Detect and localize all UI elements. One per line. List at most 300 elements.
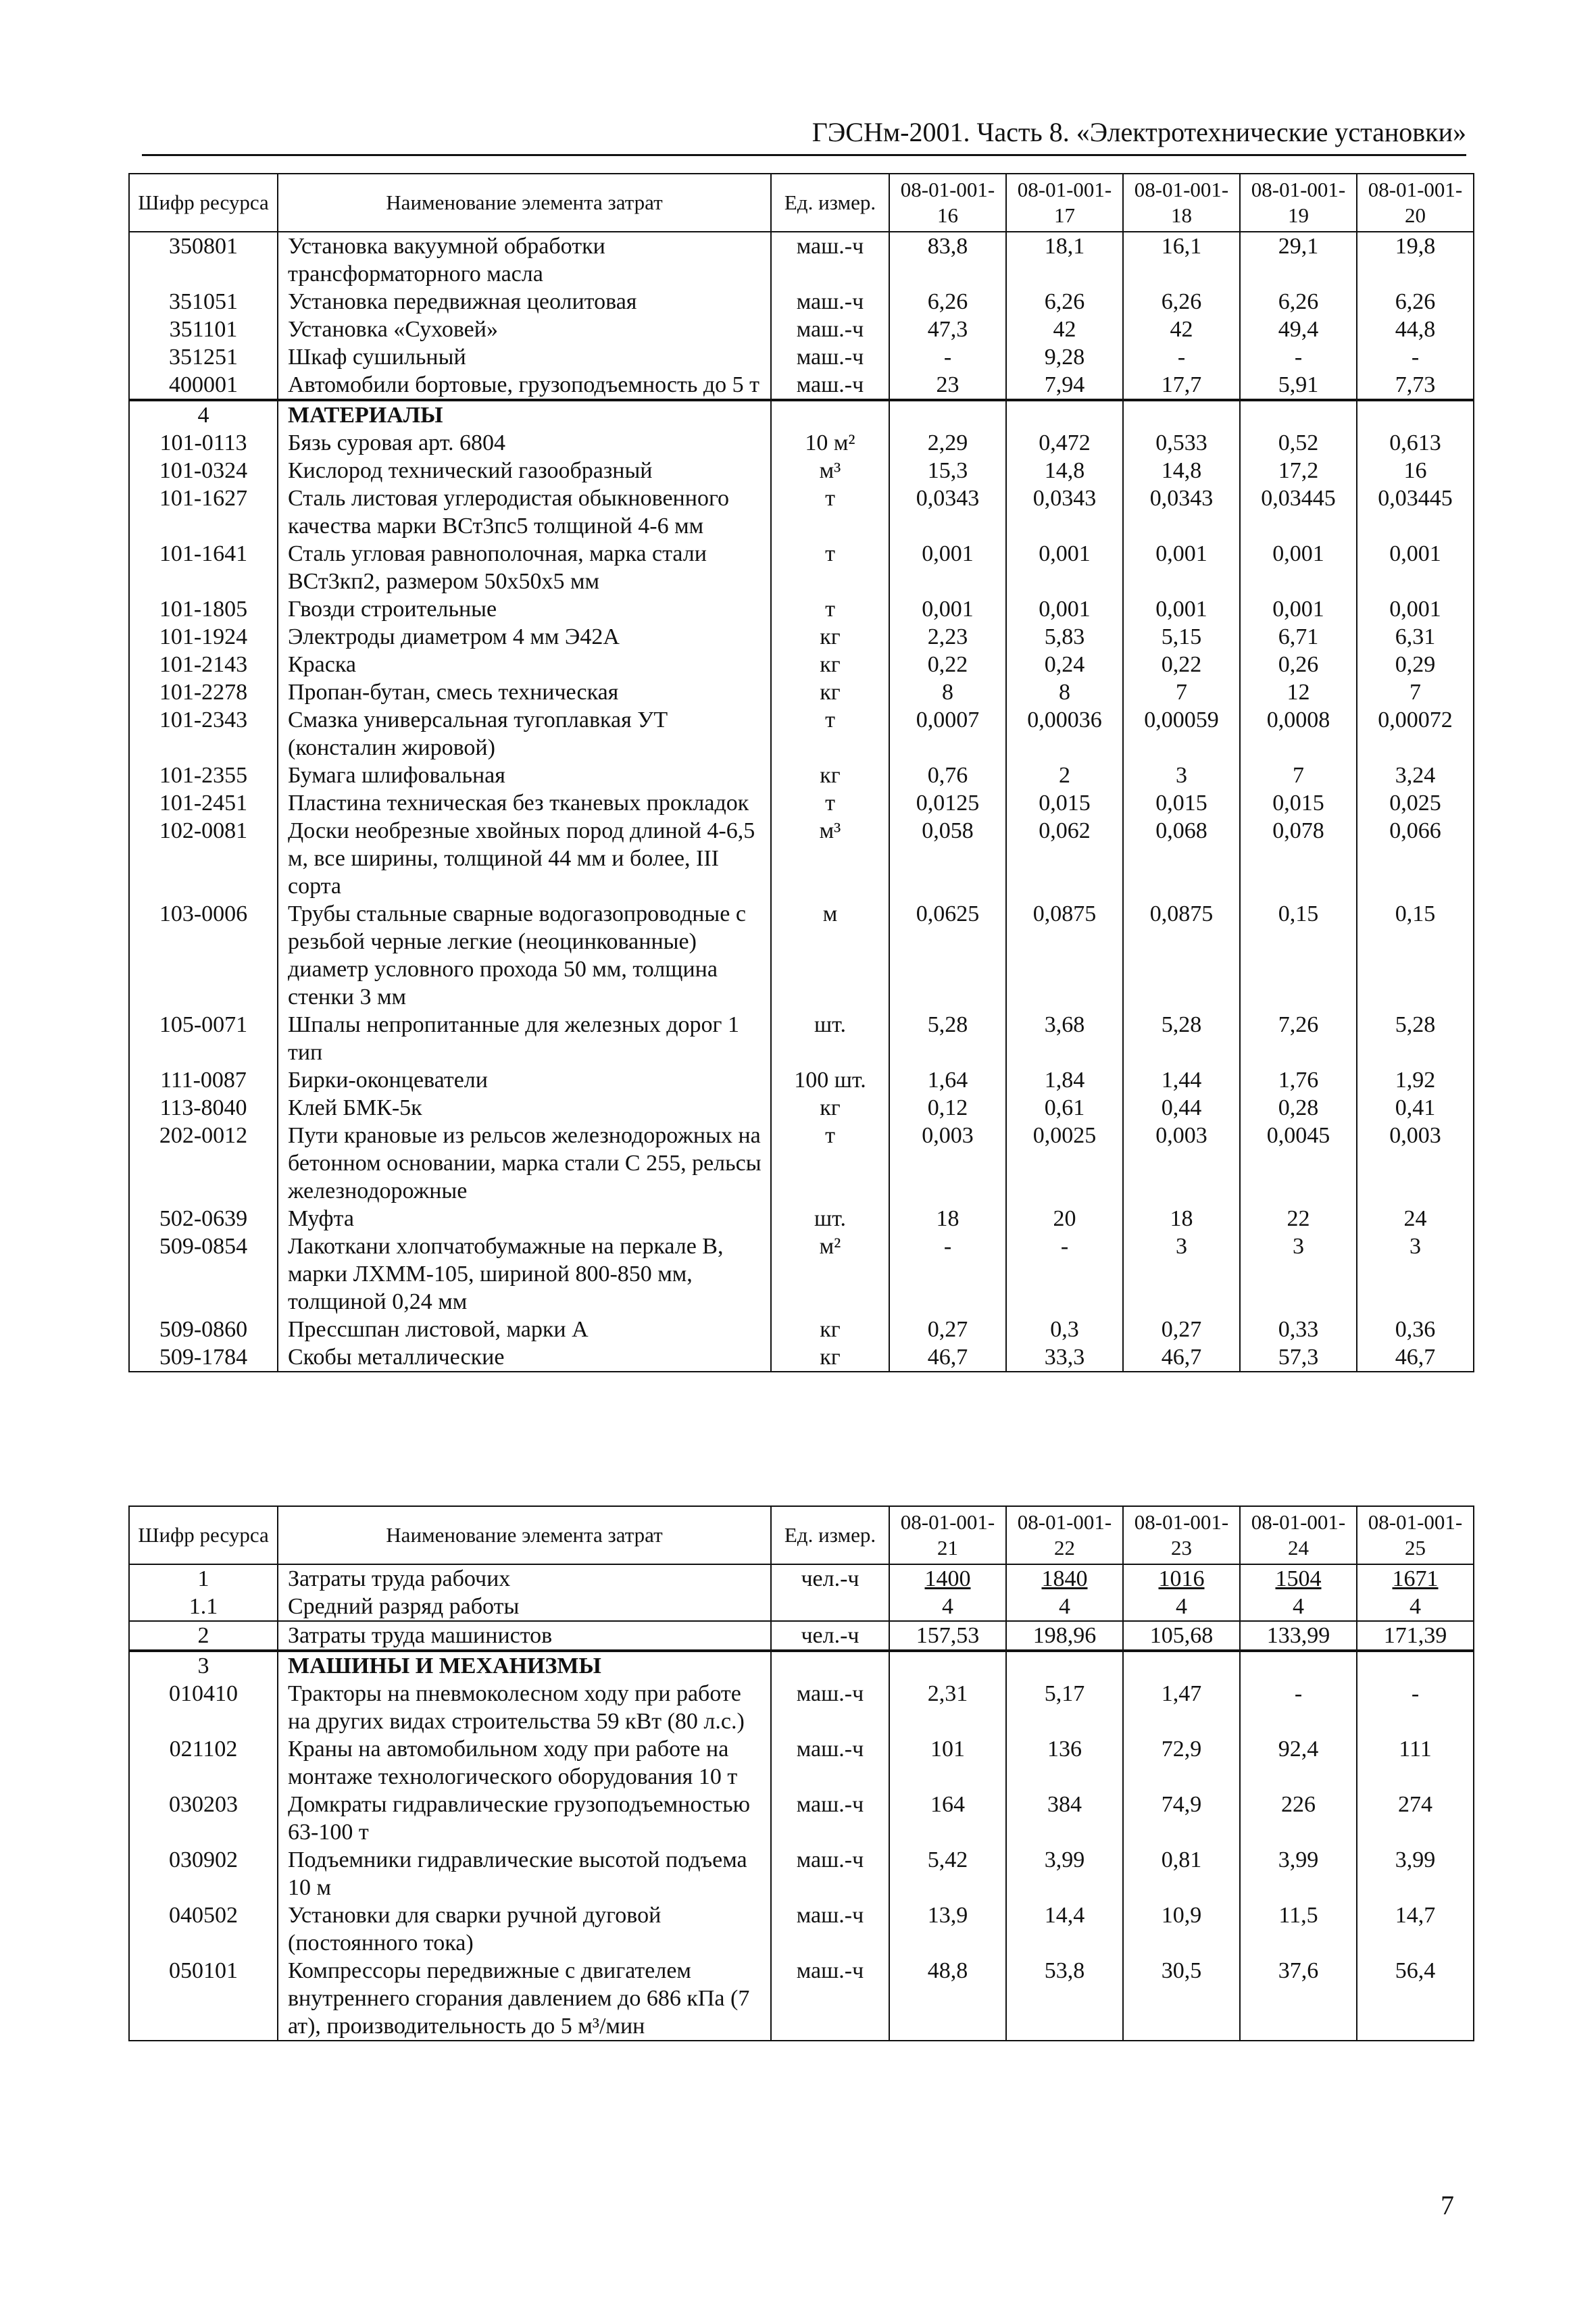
unit-cell: маш.-ч [771,371,889,400]
table-row [129,1066,1474,1094]
resource-name-cell: Компрессоры передвижные с двигателем внутреннего сгорания давлением до 686 кПа (7 ат), производительность до 5 м³/мин [278,1957,771,2041]
unit-cell: маш.-ч [771,316,889,343]
value-cell: 92,4 [1240,1735,1357,1791]
value-cell: 0,22 [1123,651,1240,678]
value-cell: - [889,343,1006,371]
header-code: Шифр ресурса [129,1506,278,1564]
header-name: Наименование элемента затрат [278,174,771,232]
value-cell: 49,4 [1240,316,1357,343]
resource-name-cell: Прессшпан листовой, марки А [278,1316,771,1343]
resource-code-cell: 1.1 [129,1593,278,1621]
table-row [129,817,1474,900]
resource-code-cell: 4 [129,400,278,429]
table-row [129,1621,1474,1651]
unit-cell: кг [771,623,889,651]
value-cell: 0,27 [889,1316,1006,1343]
unit-cell [771,1593,889,1621]
value-cell: 1,76 [1240,1066,1357,1094]
resource-code-cell: 102-0081 [129,817,278,900]
unit-cell: шт. [771,1011,889,1066]
header-col-2: 08-01-001-17 [1006,174,1123,232]
resource-name-cell: Средний разряд работы [278,1593,771,1621]
value-cell: 24 [1357,1205,1474,1233]
value-cell: 5,83 [1006,623,1123,651]
unit-cell: м³ [771,457,889,484]
value-cell: 0,0007 [889,706,1006,762]
value-cell: 5,28 [1357,1011,1474,1066]
unit-cell: маш.-ч [771,232,889,288]
table-row [129,316,1474,343]
resource-name-cell: Гвозди строительные [278,595,771,623]
resource-code-cell: 010410 [129,1680,278,1735]
value-cell [1357,400,1474,429]
value-cell: 1840 [1006,1564,1123,1593]
value-cell: 4 [1006,1593,1123,1621]
header-col-3: 08-01-001-18 [1123,174,1240,232]
value-cell: 0,81 [1123,1846,1240,1901]
value-cell: 3,99 [1006,1846,1123,1901]
table-row [129,762,1474,789]
table-row [129,1680,1474,1735]
page-number: 7 [1441,2190,1454,2220]
value-cell: 3,68 [1006,1011,1123,1066]
value-cell: 5,28 [1123,1011,1240,1066]
table-row [129,1901,1474,1957]
table-row [129,1957,1474,2041]
resource-code-cell: 113-8040 [129,1094,278,1122]
value-cell: 0,44 [1123,1094,1240,1122]
resource-code-cell: 502-0639 [129,1205,278,1233]
resource-code-cell: 103-0006 [129,900,278,1011]
value-cell: 12 [1240,678,1357,706]
value-cell: 7 [1357,678,1474,706]
value-cell: 0,003 [1123,1122,1240,1205]
value-cell [1240,400,1357,429]
value-cell: 0,001 [889,595,1006,623]
resource-name-cell: Краска [278,651,771,678]
resource-name-cell: Скобы металлические [278,1343,771,1372]
table-row [129,900,1474,1011]
value-cell: 46,7 [1357,1343,1474,1372]
value-cell: 0,0008 [1240,706,1357,762]
value-cell: 20 [1006,1205,1123,1233]
table-row [129,1343,1474,1372]
unit-cell: маш.-ч [771,1791,889,1846]
value-cell: 164 [889,1791,1006,1846]
unit-cell: чел.-ч [771,1621,889,1651]
resource-name-cell: Сталь листовая углеродистая обыкновенного качества марки ВСт3пс5 толщиной 4-6 мм [278,484,771,540]
value-cell [1006,400,1123,429]
unit-cell: м³ [771,817,889,900]
resource-code-cell: 509-1784 [129,1343,278,1372]
resource-name-cell: Затраты труда рабочих [278,1564,771,1593]
table-row [129,288,1474,316]
value-cell: 1,47 [1123,1680,1240,1735]
value-cell: 6,26 [1123,288,1240,316]
value-cell: 0,001 [1240,595,1357,623]
value-cell: - [1357,1680,1474,1735]
resource-code-cell: 351051 [129,288,278,316]
value-cell: 198,96 [1006,1621,1123,1651]
value-cell: 83,8 [889,232,1006,288]
value-cell [889,1651,1006,1680]
value-cell: 3 [1357,1233,1474,1316]
table-header-row [129,174,1474,232]
value-cell: 0,36 [1357,1316,1474,1343]
value-cell: 2,29 [889,429,1006,457]
value-cell: 0,001 [1357,540,1474,595]
resource-code-cell: 101-1924 [129,623,278,651]
value-cell: 7,26 [1240,1011,1357,1066]
unit-cell: 100 шт. [771,1066,889,1094]
unit-cell: маш.-ч [771,288,889,316]
value-cell: 0,12 [889,1094,1006,1122]
unit-cell: кг [771,762,889,789]
resource-name-cell: Доски необрезные хвойных пород длиной 4-6,5 м, все ширины, толщиной 44 мм и более, III сорта [278,817,771,900]
resource-code-cell: 111-0087 [129,1066,278,1094]
value-cell [889,400,1006,429]
header-code: Шифр ресурса [129,174,278,232]
resource-name-cell: Пропан-бутан, смесь техническая [278,678,771,706]
table-row [129,1791,1474,1846]
value-cell: 0,0125 [889,789,1006,817]
resource-code-cell: 400001 [129,371,278,400]
value-cell: 0,41 [1357,1094,1474,1122]
value-cell: 0,00036 [1006,706,1123,762]
table-row [129,678,1474,706]
value-cell: 0,0875 [1123,900,1240,1011]
header-col-1: 08-01-001-16 [889,174,1006,232]
value-cell: 4 [1357,1593,1474,1621]
value-cell: 48,8 [889,1957,1006,2041]
resource-name-cell: Шкаф сушильный [278,343,771,371]
value-cell: 57,3 [1240,1343,1357,1372]
value-cell: 47,3 [889,316,1006,343]
value-cell: 9,28 [1006,343,1123,371]
value-cell: 0,068 [1123,817,1240,900]
unit-cell: т [771,706,889,762]
value-cell: 18 [889,1205,1006,1233]
value-cell: 0,015 [1240,789,1357,817]
value-cell: 0,003 [889,1122,1006,1205]
unit-cell: т [771,540,889,595]
resource-name-cell: Установка вакуумной обработки трансформаторного масла [278,232,771,288]
value-cell: 0,001 [1123,595,1240,623]
value-cell: 0,025 [1357,789,1474,817]
resource-code-cell: 050101 [129,1957,278,2041]
value-cell: 0,001 [1240,540,1357,595]
resource-name-cell: Тракторы на пневмоколесном ходу при работе на других видах строительства 59 кВт (80 л.с.) [278,1680,771,1735]
value-cell: 19,8 [1357,232,1474,288]
value-cell: 4 [889,1593,1006,1621]
value-cell: - [1006,1233,1123,1316]
table-row [129,706,1474,762]
value-cell: 17,2 [1240,457,1357,484]
value-cell: 7,94 [1006,371,1123,400]
value-cell: 0,472 [1006,429,1123,457]
value-cell: 17,7 [1123,371,1240,400]
value-cell: 384 [1006,1791,1123,1846]
table-row [129,457,1474,484]
header-col-3: 08-01-001-23 [1123,1506,1240,1564]
resource-name-cell: Лакоткани хлопчатобумажные на перкале В, марки ЛХММ-105, шириной 800-850 мм, толщиной 0,24 мм [278,1233,771,1316]
resource-name-cell: Подъемники гидравлические высотой подъема 10 м [278,1846,771,1901]
value-cell: 0,61 [1006,1094,1123,1122]
value-cell: 5,17 [1006,1680,1123,1735]
value-cell: 72,9 [1123,1735,1240,1791]
table-row [129,1094,1474,1122]
value-cell: 13,9 [889,1901,1006,1957]
value-cell: 5,28 [889,1011,1006,1066]
value-cell: 1504 [1240,1564,1357,1593]
value-cell: - [1357,343,1474,371]
value-cell: 0,015 [1006,789,1123,817]
resource-name-cell: Бязь суровая арт. 6804 [278,429,771,457]
value-cell: 44,8 [1357,316,1474,343]
resource-name-cell: Клей БМК-5к [278,1094,771,1122]
table-row [129,1122,1474,1205]
value-cell: 42 [1123,316,1240,343]
unit-cell: шт. [771,1205,889,1233]
value-cell: 33,3 [1006,1343,1123,1372]
table-row [129,343,1474,371]
value-cell: 6,26 [1006,288,1123,316]
unit-cell: т [771,595,889,623]
resource-name-cell: Установка «Суховей» [278,316,771,343]
table-header-row [129,1506,1474,1564]
resource-table-2 [128,1505,1474,2041]
resource-code-cell: 101-2278 [129,678,278,706]
value-cell: 2 [1006,762,1123,789]
value-cell: 29,1 [1240,232,1357,288]
value-cell: 0,28 [1240,1094,1357,1122]
value-cell: 0,29 [1357,651,1474,678]
value-cell: 16,1 [1123,232,1240,288]
resource-code-cell: 202-0012 [129,1122,278,1205]
value-cell: 37,6 [1240,1957,1357,2041]
value-cell: 0,001 [1006,595,1123,623]
header-col-5: 08-01-001-25 [1357,1506,1474,1564]
resource-code-cell: 101-0113 [129,429,278,457]
value-cell: 2,31 [889,1680,1006,1735]
value-cell: 105,68 [1123,1621,1240,1651]
resource-code-cell: 1 [129,1564,278,1593]
value-cell: 7,73 [1357,371,1474,400]
value-cell: 0,0045 [1240,1122,1357,1205]
value-cell: - [1123,343,1240,371]
resource-name-cell: Трубы стальные сварные водогазопроводные с резьбой черные легкие (неоцинкованные) диаметр условного прохода 50 мм, толщина стенки 3 мм [278,900,771,1011]
value-cell: 6,71 [1240,623,1357,651]
value-cell: 0,26 [1240,651,1357,678]
resource-name-cell: Автомобили бортовые, грузоподъемность до 5 т [278,371,771,400]
header-unit: Ед. измер. [771,174,889,232]
value-cell: 0,613 [1357,429,1474,457]
resource-name-cell: Пластина техническая без тканевых прокладок [278,789,771,817]
resource-name-cell: Смазка универсальная тугоплавкая УТ (консталин жировой) [278,706,771,762]
unit-cell: маш.-ч [771,1680,889,1735]
resource-code-cell: 101-2451 [129,789,278,817]
resource-name-cell: Муфта [278,1205,771,1233]
value-cell: - [1240,1680,1357,1735]
value-cell: 6,26 [1357,288,1474,316]
value-cell: 23 [889,371,1006,400]
table-row [129,1205,1474,1233]
unit-cell [771,1651,889,1680]
value-cell: 0,15 [1240,900,1357,1011]
value-cell: 0,078 [1240,817,1357,900]
unit-cell [771,400,889,429]
value-cell: 3 [1123,762,1240,789]
value-cell: 1,84 [1006,1066,1123,1094]
value-cell: 0,27 [1123,1316,1240,1343]
value-cell: 1,44 [1123,1066,1240,1094]
header-name: Наименование элемента затрат [278,1506,771,1564]
table-row [129,1846,1474,1901]
resource-name-cell: Установки для сварки ручной дуговой (постоянного тока) [278,1901,771,1957]
resource-code-cell: 101-2143 [129,651,278,678]
value-cell: 226 [1240,1791,1357,1846]
value-cell: 3,99 [1357,1846,1474,1901]
value-cell: 0,001 [1123,540,1240,595]
table-row [129,1564,1474,1593]
table-row [129,595,1474,623]
value-cell: 157,53 [889,1621,1006,1651]
value-cell: 14,4 [1006,1901,1123,1957]
value-cell: 16 [1357,457,1474,484]
value-cell: 46,7 [1123,1343,1240,1372]
resource-code-cell: 351101 [129,316,278,343]
value-cell: 6,31 [1357,623,1474,651]
resource-name-cell: Электроды диаметром 4 мм Э42А [278,623,771,651]
unit-cell: кг [771,678,889,706]
value-cell: 6,26 [1240,288,1357,316]
section-row [129,400,1474,429]
value-cell: 1671 [1357,1564,1474,1593]
value-cell: 1,92 [1357,1066,1474,1094]
value-cell: 4 [1240,1593,1357,1621]
value-cell: 0,066 [1357,817,1474,900]
value-cell: 0,52 [1240,429,1357,457]
value-cell: 15,3 [889,457,1006,484]
resource-name-cell: Краны на автомобильном ходу при работе на монтаже технологического оборудования 10 т [278,1735,771,1791]
value-cell: 0,0875 [1006,900,1123,1011]
value-cell: - [1240,343,1357,371]
resource-name-cell: Бирки-оконцеватели [278,1066,771,1094]
unit-cell: чел.-ч [771,1564,889,1593]
resource-name-cell: Затраты труда машинистов [278,1621,771,1651]
resource-code-cell: 350801 [129,232,278,288]
unit-cell: маш.-ч [771,343,889,371]
value-cell: 3 [1123,1233,1240,1316]
value-cell: 3,99 [1240,1846,1357,1901]
value-cell: 0,03445 [1357,484,1474,540]
value-cell: 11,5 [1240,1901,1357,1957]
resource-name-cell: МАШИНЫ И МЕХАНИЗМЫ [278,1651,771,1680]
resource-code-cell: 2 [129,1621,278,1651]
value-cell: 74,9 [1123,1791,1240,1846]
value-cell: 5,42 [889,1846,1006,1901]
unit-cell: маш.-ч [771,1901,889,1957]
value-cell: 0,001 [1357,595,1474,623]
resource-code-cell: 040502 [129,1901,278,1957]
value-cell [1006,1651,1123,1680]
value-cell [1357,1651,1474,1680]
header-col-5: 08-01-001-20 [1357,174,1474,232]
value-cell: 0,33 [1240,1316,1357,1343]
value-cell: 8 [1006,678,1123,706]
value-cell: 0,003 [1357,1122,1474,1205]
resource-name-cell: Шпалы непропитанные для железных дорог 1 тип [278,1011,771,1066]
resource-name-cell: Домкраты гидравлические грузоподъемностью 63-100 т [278,1791,771,1846]
value-cell: 0,0343 [889,484,1006,540]
value-cell: 14,8 [1123,457,1240,484]
value-cell: 22 [1240,1205,1357,1233]
resource-name-cell: МАТЕРИАЛЫ [278,400,771,429]
value-cell: 8 [889,678,1006,706]
value-cell: 111 [1357,1735,1474,1791]
value-cell: 0,062 [1006,817,1123,900]
unit-cell: т [771,1122,889,1205]
value-cell: 136 [1006,1735,1123,1791]
value-cell: 1400 [889,1564,1006,1593]
value-cell: 18,1 [1006,232,1123,288]
value-cell: 0,00072 [1357,706,1474,762]
resource-name-cell: Бумага шлифовальная [278,762,771,789]
resource-code-cell: 101-1641 [129,540,278,595]
value-cell: 0,15 [1357,900,1474,1011]
value-cell: 4 [1123,1593,1240,1621]
value-cell: 5,91 [1240,371,1357,400]
table-row [129,651,1474,678]
value-cell: 46,7 [889,1343,1006,1372]
unit-cell: маш.-ч [771,1957,889,2041]
resource-code-cell: 030203 [129,1791,278,1846]
value-cell: 0,0025 [1006,1122,1123,1205]
value-cell: 0,3 [1006,1316,1123,1343]
unit-cell: т [771,484,889,540]
header-col-1: 08-01-001-21 [889,1506,1006,1564]
value-cell: 101 [889,1735,1006,1791]
resource-code-cell: 3 [129,1651,278,1680]
value-cell [1240,1651,1357,1680]
value-cell: 3 [1240,1233,1357,1316]
value-cell: 0,533 [1123,429,1240,457]
table-row [129,232,1474,288]
value-cell: 0,015 [1123,789,1240,817]
table-row [129,1233,1474,1316]
value-cell: 3,24 [1357,762,1474,789]
table-row [129,484,1474,540]
unit-cell: кг [771,651,889,678]
resource-code-cell: 101-0324 [129,457,278,484]
resource-name-cell: Пути крановые из рельсов железнодорожных на бетонном основании, марка стали С 255, рельсы железнодорожные [278,1122,771,1205]
table-row [129,371,1474,400]
resource-code-cell: 509-0854 [129,1233,278,1316]
resource-name-cell: Сталь угловая равнополочная, марка стали ВСт3кп2, размером 50х50х5 мм [278,540,771,595]
value-cell: 0,001 [889,540,1006,595]
resource-code-cell: 101-1805 [129,595,278,623]
resource-code-cell: 021102 [129,1735,278,1791]
resource-name-cell: Кислород технический газообразный [278,457,771,484]
resource-table-1 [128,173,1474,1372]
resource-code-cell: 105-0071 [129,1011,278,1066]
value-cell: 0,03445 [1240,484,1357,540]
value-cell: 0,0343 [1123,484,1240,540]
value-cell: 0,001 [1006,540,1123,595]
unit-cell: м² [771,1233,889,1316]
table-row [129,1011,1474,1066]
value-cell: 42 [1006,316,1123,343]
